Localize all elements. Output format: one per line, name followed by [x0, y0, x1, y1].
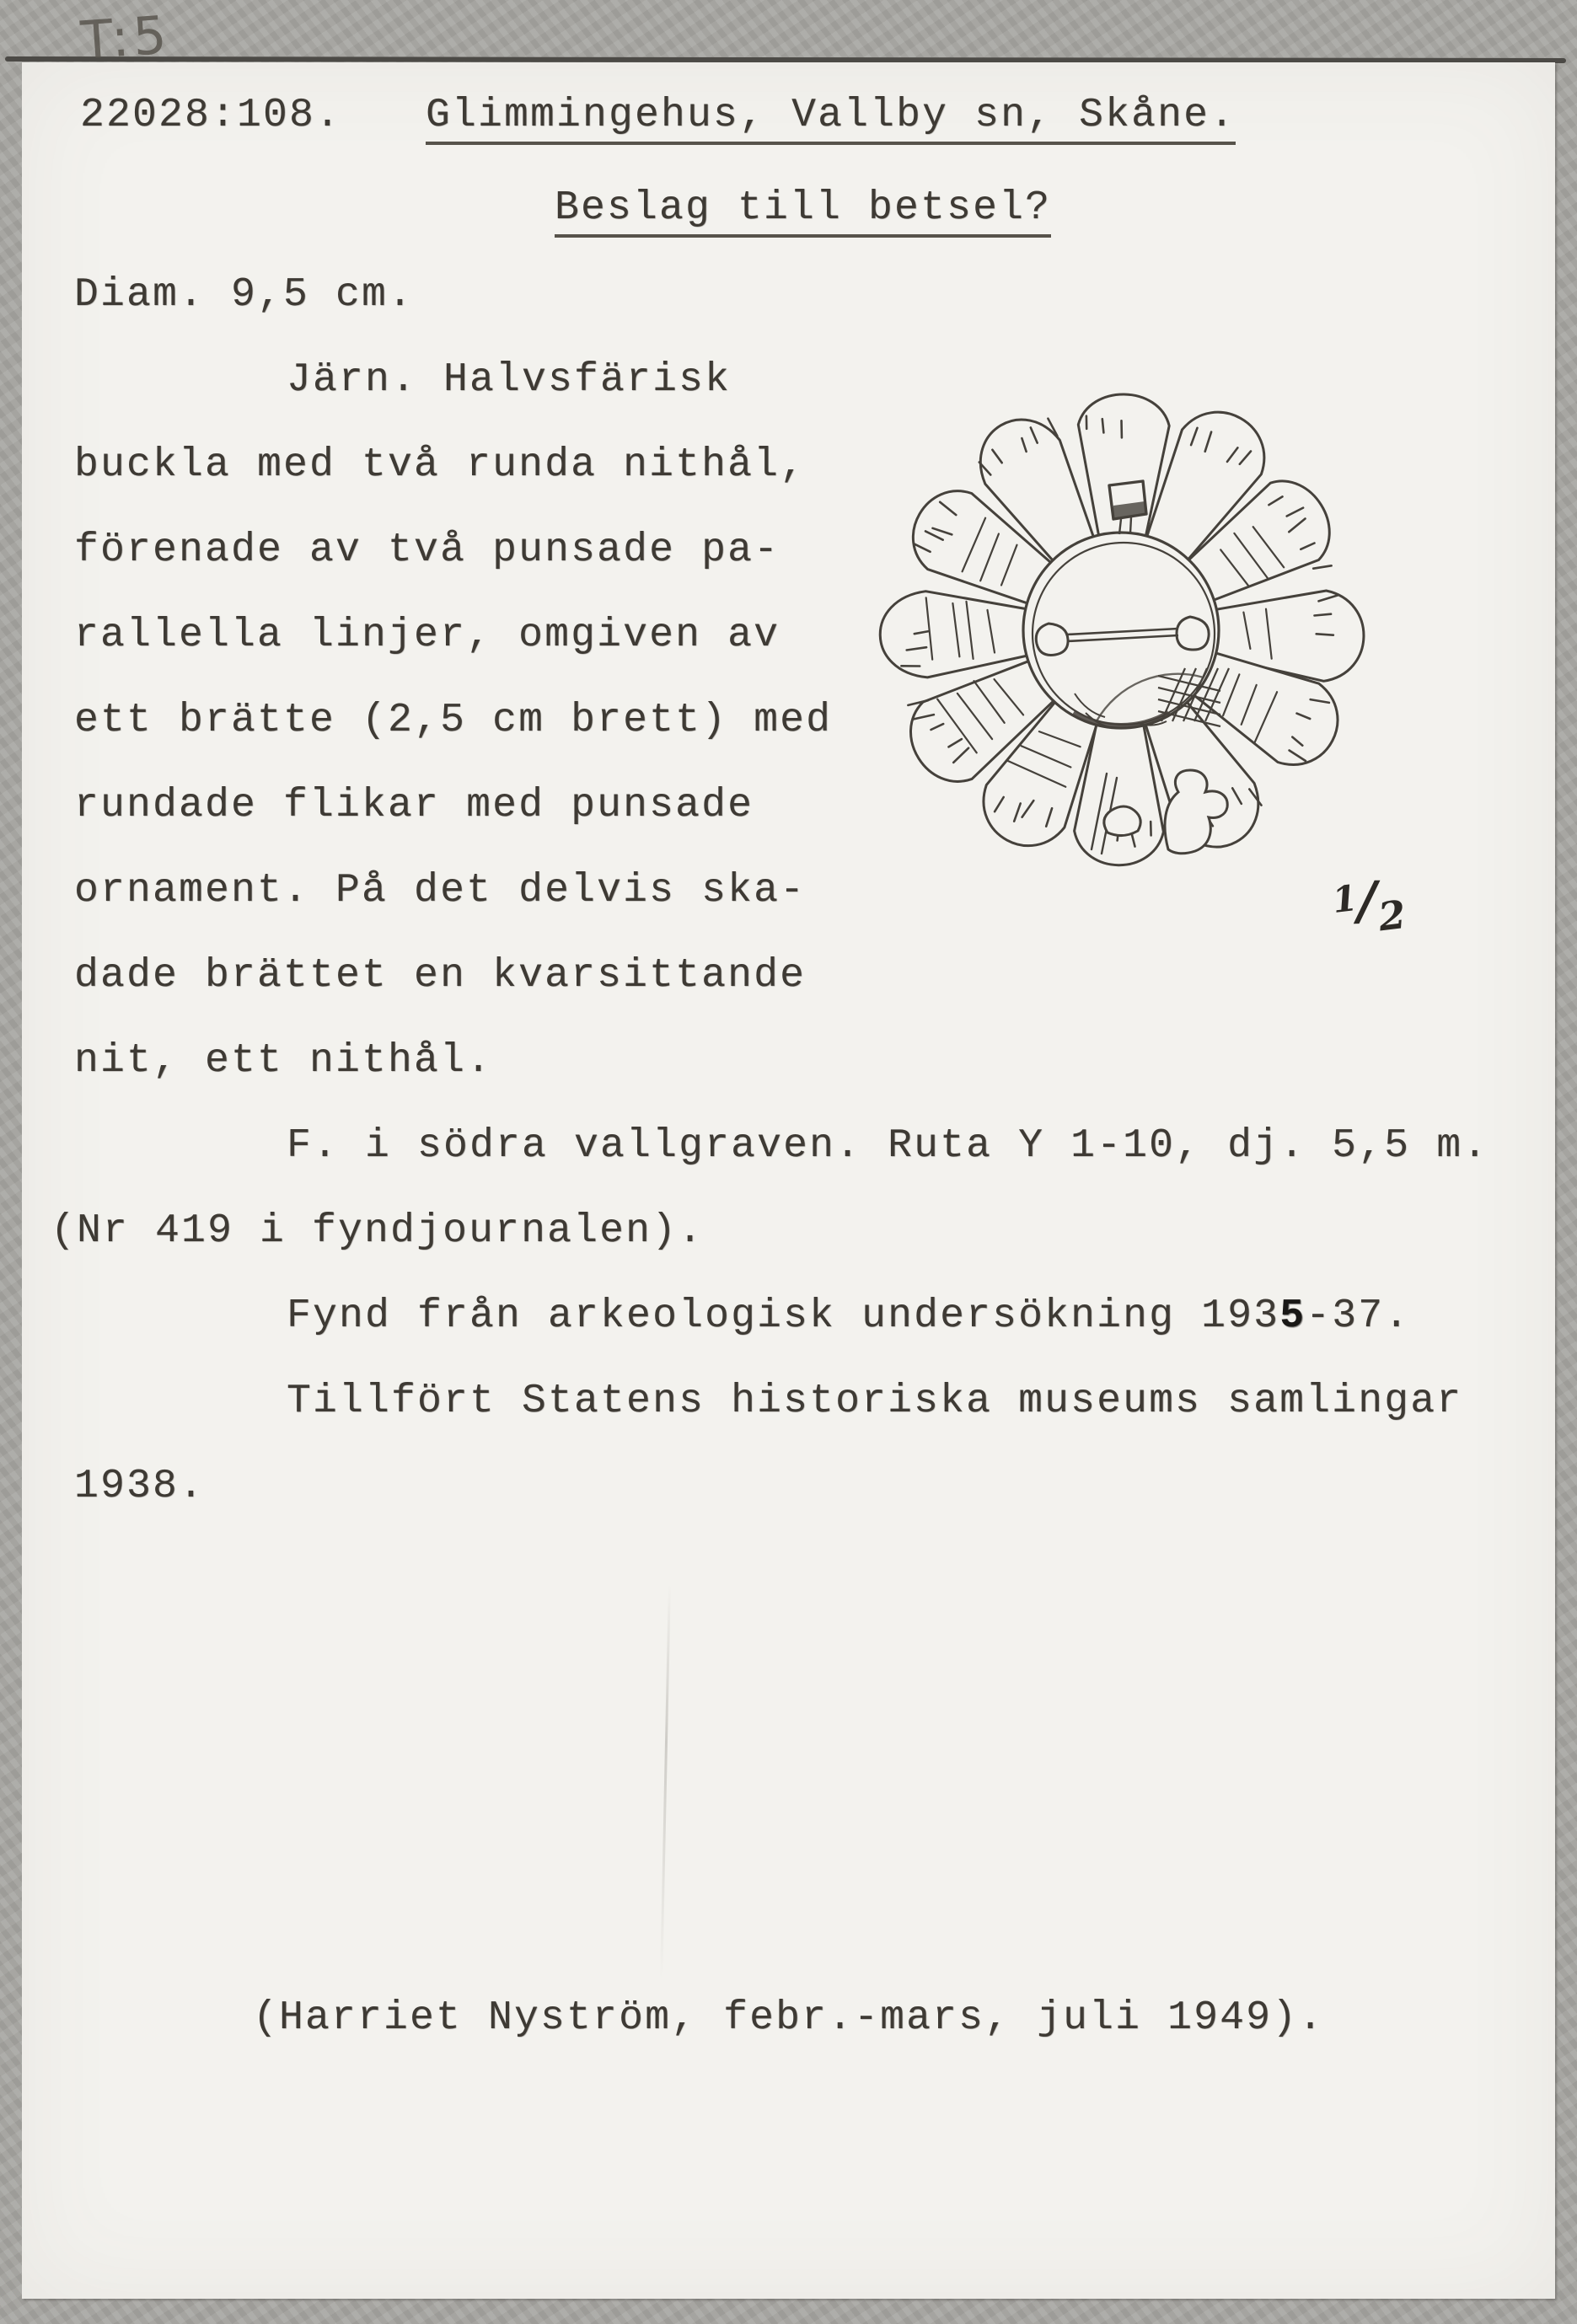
scale-slash: / — [1356, 870, 1377, 932]
handwritten-note: T:5 — [78, 3, 173, 72]
location-title — [426, 93, 1236, 138]
signature-line: (Harriet Nyström, febr.-mars, juli 1949). — [253, 1995, 1325, 2041]
typewritten-line: Tillfört Statens historiska museums samlingar — [287, 1379, 1463, 1424]
typewritten-line: förenade av två punsade pa- — [74, 527, 780, 573]
scale-numerator: 1 — [1329, 876, 1360, 922]
paper-crease — [660, 1584, 671, 1980]
typewritten-line: nit, ett nithål. — [74, 1038, 493, 1084]
object-title — [555, 185, 1051, 231]
typewritten-line: (Nr 419 i fyndjournalen). — [51, 1208, 705, 1254]
object-title-text: Beslag till betsel? — [555, 185, 1051, 238]
typewritten-line: Diam. 9,5 cm. — [74, 272, 415, 318]
index-card — [22, 62, 1555, 2299]
artifact-drawing — [868, 378, 1374, 883]
location-title-text: Glimmingehus, Vallby sn, Skåne. — [426, 93, 1236, 145]
typewritten-line: buckla med två runda nithål, — [74, 442, 807, 488]
scale-label — [1329, 865, 1408, 945]
inventory-number: 22028:108. — [80, 93, 342, 138]
typewritten-line: Järn. Halvsfärisk — [287, 357, 732, 403]
typewritten-line: rundade flikar med punsade — [74, 783, 754, 828]
typewritten-line: 1938. — [74, 1464, 206, 1509]
typewritten-line: ett brätte (2,5 cm brett) med — [74, 698, 833, 743]
typewritten-line: dade brättet en kvarsittande — [74, 953, 807, 999]
typewritten-line: rallella linjer, omgiven av — [74, 613, 780, 658]
typewritten-line: F. i södra vallgraven. Ruta Y 1-10, dj. 5,5 m. — [287, 1123, 1489, 1169]
typewritten-line: ornament. På det delvis ska- — [74, 868, 807, 913]
scale-denominator: 2 — [1376, 891, 1408, 940]
typewritten-line: Fynd från arkeologisk undersökning 1935-37. — [287, 1293, 1411, 1339]
